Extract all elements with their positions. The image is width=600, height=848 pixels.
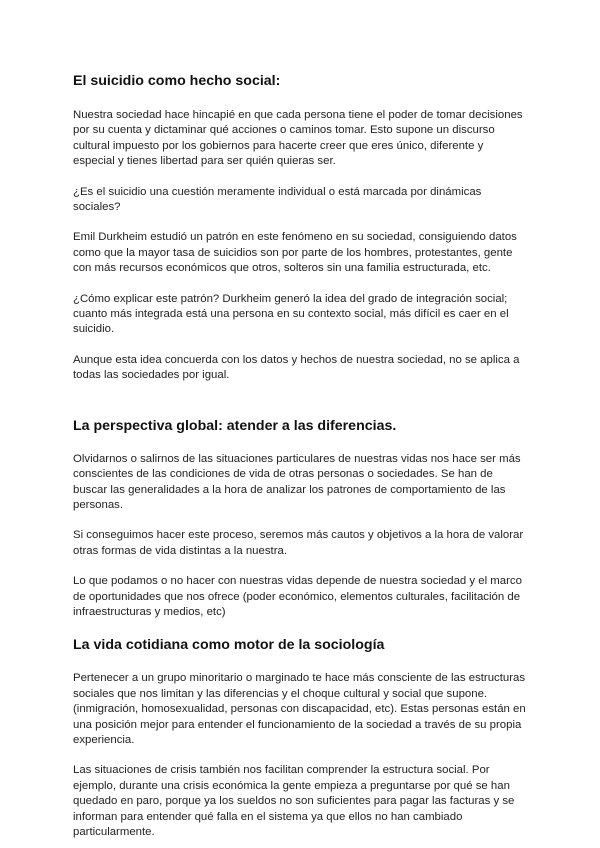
paragraph: Aunque esta idea concuerda con los datos y hechos de nuestra sociedad, no se aplica a todas las sociedades por igual. [73, 353, 520, 382]
paragraph: Pertenecer a un grupo minoritario o marginado te hace más consciente de las estructuras sociales que nos limitan y las diferencias y el choque cultural y social que supone. (inmigración, homosexualidad, personas con discapacidad, etc). Estas personas están en una posición mejor para entender el funcionamiento de la sociedad a través de su propia experiencia. [73, 672, 526, 746]
paragraph: Emil Durkheim estudió un patrón en este fenómeno en su sociedad, consiguiendo datos como que la mayor tasa de suicidios son por parte de los hombres, protestantes, gente con más recursos económicos que otros, solteros sin una familia estructurada, etc. [73, 231, 517, 275]
paragraph: Nuestra sociedad hace hincapié en que cada persona tiene el poder de tomar decisiones por su cuenta y dictaminar qué acciones o caminos tomar. Esto supone un discurso cultural impuesto por los gobiernos para hacerte creer que eres único, diferente y especial y tienes libertad para ser quién quieras ser. [73, 109, 523, 168]
section-heading: La vida cotidiana como motor de la sociología [73, 637, 385, 654]
paragraph: Si conseguimos hacer este proceso, seremos más cautos y objetivos a la hora de valorar otras formas de vida distintas a la nuestra. [73, 529, 524, 557]
document-body [73, 68, 528, 840]
section-heading: El suicidio como hecho social: [73, 73, 281, 89]
paragraph: ¿Cómo explicar este patrón? Durkheim generó la idea del grado de integración social; cuanto más integrada está una persona en su contexto social, más difícil es caer en el suicidio. [73, 292, 509, 336]
paragraph: Lo que podamos o no hacer con nuestras vidas depende de nuestra sociedad y el marco de oportunidades que nos ofrece (poder económico, elementos culturales, facilitación de infraestructuras y medios, etc) [73, 575, 522, 618]
section-vida-cotidiana [73, 636, 528, 840]
section-heading: La perspectiva global: atender a las diferencias. [73, 417, 397, 434]
section-suicidio [73, 72, 528, 384]
paragraph: ¿Es el suicidio una cuestión meramente individual o está marcada por dinámicas sociales? [73, 185, 482, 214]
section-perspectiva-global [73, 417, 528, 621]
paragraph: Las situaciones de crisis también nos facilitan comprender la estructura social. Por ejemplo, durante una crisis económica la gente empieza a preguntarse por qué se han quedado en paro, porque ya los sueldos no son suficientes para pagar las facturas y se informan para entender qué falla en el sistema ya que ellos no han cambiado particularmente. [73, 764, 515, 838]
paragraph: Olvidarnos o salirnos de las situaciones particulares de nuestras vidas nos hace ser más conscientes de las condiciones de vida de otras personas o sociedades. Se han de buscar las generalidades a la hora de analizar los patrones de comportamiento de las personas. [73, 452, 521, 511]
